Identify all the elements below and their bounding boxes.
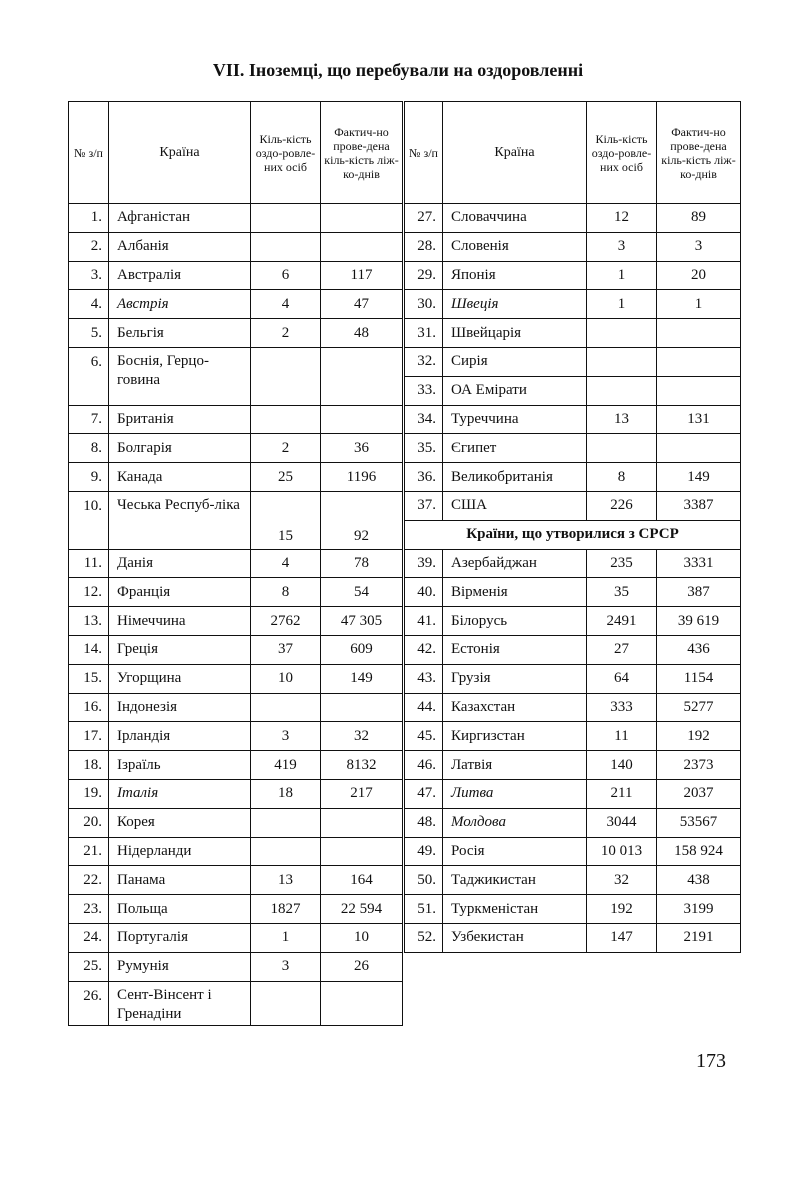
country-name: Туркменістан	[443, 895, 587, 924]
days-cell	[321, 808, 403, 837]
days-cell: 3387	[657, 491, 741, 520]
days-cell: 3	[657, 232, 741, 261]
table-row	[69, 319, 403, 348]
table-row	[69, 808, 403, 837]
days-cell	[321, 981, 403, 1025]
right-table	[404, 101, 741, 953]
table-row	[69, 261, 403, 290]
count-cell: 64	[587, 664, 657, 693]
row-number: 30.	[405, 290, 443, 319]
days-cell: 53567	[657, 808, 741, 837]
days-cell: 149	[321, 664, 403, 693]
row-number: 14.	[69, 635, 109, 664]
table-row	[405, 347, 741, 376]
row-number: 29.	[405, 261, 443, 290]
row-number: 51.	[405, 895, 443, 924]
days-cell	[321, 232, 403, 261]
table-row	[69, 434, 403, 463]
table-row	[405, 405, 741, 434]
days-cell	[321, 405, 403, 434]
left-table-body	[69, 204, 403, 1026]
table-row	[405, 491, 741, 520]
country-name: Швеція	[443, 290, 587, 319]
count-cell: 211	[587, 779, 657, 808]
row-number: 46.	[405, 751, 443, 780]
section-title: Країни, що утворилися з СРСР	[405, 520, 741, 549]
country-name: Сирія	[443, 347, 587, 376]
country-name: Сент-Вінсент і Гренадіни	[109, 981, 251, 1025]
days-cell: 164	[321, 866, 403, 895]
table-row	[405, 232, 741, 261]
table-row	[69, 347, 403, 405]
row-number: 7.	[69, 405, 109, 434]
row-number: 19.	[69, 779, 109, 808]
days-cell	[321, 204, 403, 233]
country-name: Австралія	[109, 261, 251, 290]
country-name: Росія	[443, 837, 587, 866]
count-cell: 192	[587, 895, 657, 924]
row-number: 35.	[405, 434, 443, 463]
table-row	[405, 895, 741, 924]
country-name: Нідерланди	[109, 837, 251, 866]
days-cell	[657, 347, 741, 376]
row-number: 45.	[405, 722, 443, 751]
row-number: 36.	[405, 463, 443, 492]
count-cell: 4	[251, 290, 321, 319]
days-cell: 1154	[657, 664, 741, 693]
days-cell: 2373	[657, 751, 741, 780]
count-cell: 15	[251, 491, 321, 549]
table-row	[405, 866, 741, 895]
row-number: 23.	[69, 895, 109, 924]
row-number: 41.	[405, 607, 443, 636]
country-header: Країна	[109, 102, 251, 204]
country-name: Бельгія	[109, 319, 251, 348]
country-name: Ізраїль	[109, 751, 251, 780]
days-cell: 192	[657, 722, 741, 751]
count-cell	[251, 808, 321, 837]
days-header: Фактич-но прове-дена кіль-кість ліж-ко-днів	[657, 102, 741, 204]
row-number: 15.	[69, 664, 109, 693]
row-number: 10.	[69, 491, 109, 549]
row-number: 52.	[405, 923, 443, 952]
count-cell	[251, 232, 321, 261]
row-number: 26.	[69, 981, 109, 1025]
days-cell: 2037	[657, 779, 741, 808]
days-cell: 438	[657, 866, 741, 895]
table-row	[405, 204, 741, 233]
count-cell: 3044	[587, 808, 657, 837]
table-row	[69, 232, 403, 261]
row-number: 42.	[405, 635, 443, 664]
count-cell	[251, 405, 321, 434]
count-cell: 37	[251, 635, 321, 664]
left-table	[68, 101, 403, 1026]
table-row	[69, 578, 403, 607]
count-cell: 1	[251, 923, 321, 952]
count-cell: 3	[251, 952, 321, 981]
days-cell	[657, 376, 741, 405]
country-name: Єгипет	[443, 434, 587, 463]
country-name: Румунія	[109, 952, 251, 981]
num-header: № з/п	[69, 102, 109, 204]
num-header: № з/п	[405, 102, 443, 204]
row-number: 16.	[69, 693, 109, 722]
table-row	[69, 635, 403, 664]
table-row	[405, 635, 741, 664]
row-number: 20.	[69, 808, 109, 837]
table-row	[405, 376, 741, 405]
country-name: Індонезія	[109, 693, 251, 722]
row-number: 34.	[405, 405, 443, 434]
count-cell: 8	[251, 578, 321, 607]
table-row	[405, 261, 741, 290]
table-row	[405, 434, 741, 463]
count-cell	[587, 376, 657, 405]
days-cell: 8132	[321, 751, 403, 780]
table-row	[405, 779, 741, 808]
row-number: 27.	[405, 204, 443, 233]
table-row	[405, 722, 741, 751]
table-row	[69, 779, 403, 808]
row-number: 13.	[69, 607, 109, 636]
country-name: Корея	[109, 808, 251, 837]
page-number: 173	[696, 1050, 726, 1072]
count-cell	[251, 981, 321, 1025]
table-row	[405, 463, 741, 492]
country-name: Ірландія	[109, 722, 251, 751]
table-row	[69, 290, 403, 319]
row-number: 22.	[69, 866, 109, 895]
count-cell	[587, 347, 657, 376]
days-cell: 22 594	[321, 895, 403, 924]
row-number: 49.	[405, 837, 443, 866]
row-number: 32.	[405, 347, 443, 376]
country-name: Панама	[109, 866, 251, 895]
count-cell: 2	[251, 434, 321, 463]
count-cell: 333	[587, 693, 657, 722]
table-row	[405, 693, 741, 722]
days-cell	[657, 319, 741, 348]
count-cell: 8	[587, 463, 657, 492]
table-row	[405, 290, 741, 319]
row-number: 6.	[69, 347, 109, 405]
days-cell: 609	[321, 635, 403, 664]
days-cell: 1196	[321, 463, 403, 492]
count-header: Кіль-кість оздо-ровле-них осіб	[251, 102, 321, 204]
table-row	[69, 923, 403, 952]
country-name: Естонія	[443, 635, 587, 664]
days-cell	[321, 837, 403, 866]
count-cell: 25	[251, 463, 321, 492]
count-cell: 2762	[251, 607, 321, 636]
count-cell: 3	[251, 722, 321, 751]
count-cell: 226	[587, 491, 657, 520]
row-number: 40.	[405, 578, 443, 607]
count-cell	[251, 693, 321, 722]
country-name: Франція	[109, 578, 251, 607]
country-name: Вірменія	[443, 578, 587, 607]
table-row	[405, 578, 741, 607]
country-name: Британія	[109, 405, 251, 434]
row-number: 44.	[405, 693, 443, 722]
count-cell: 2	[251, 319, 321, 348]
count-cell: 2491	[587, 607, 657, 636]
count-cell: 3	[587, 232, 657, 261]
row-number: 18.	[69, 751, 109, 780]
days-cell: 20	[657, 261, 741, 290]
table-row	[405, 923, 741, 952]
count-cell: 12	[587, 204, 657, 233]
row-number: 37.	[405, 491, 443, 520]
days-cell: 149	[657, 463, 741, 492]
country-name: ОА Емірати	[443, 376, 587, 405]
days-cell	[657, 434, 741, 463]
country-name: Польща	[109, 895, 251, 924]
row-number: 12.	[69, 578, 109, 607]
count-cell: 35	[587, 578, 657, 607]
days-cell: 32	[321, 722, 403, 751]
days-cell: 26	[321, 952, 403, 981]
days-cell: 47	[321, 290, 403, 319]
country-name: Канада	[109, 463, 251, 492]
count-cell: 11	[587, 722, 657, 751]
row-number: 3.	[69, 261, 109, 290]
country-name: Німеччина	[109, 607, 251, 636]
count-cell: 10 013	[587, 837, 657, 866]
days-cell: 3331	[657, 549, 741, 578]
country-name: Великобританія	[443, 463, 587, 492]
section-row	[405, 520, 741, 549]
row-number: 24.	[69, 923, 109, 952]
days-cell: 78	[321, 549, 403, 578]
country-name: Португалія	[109, 923, 251, 952]
table-row	[405, 549, 741, 578]
count-cell: 6	[251, 261, 321, 290]
count-header: Кіль-кість оздо-ровле-них осіб	[587, 102, 657, 204]
days-cell: 387	[657, 578, 741, 607]
table-row	[69, 952, 403, 981]
row-number: 28.	[405, 232, 443, 261]
count-cell: 140	[587, 751, 657, 780]
days-cell: 131	[657, 405, 741, 434]
country-name: Азербайджан	[443, 549, 587, 578]
table-row	[69, 491, 403, 549]
table-row	[69, 981, 403, 1025]
days-cell: 1	[657, 290, 741, 319]
count-cell: 27	[587, 635, 657, 664]
row-number: 48.	[405, 808, 443, 837]
country-name: Узбекистан	[443, 923, 587, 952]
table-row	[69, 751, 403, 780]
country-name: Болгарія	[109, 434, 251, 463]
count-cell: 419	[251, 751, 321, 780]
country-name: Казахстан	[443, 693, 587, 722]
count-cell: 4	[251, 549, 321, 578]
count-cell	[587, 319, 657, 348]
count-cell: 1827	[251, 895, 321, 924]
row-number: 9.	[69, 463, 109, 492]
table-row	[69, 664, 403, 693]
country-name: Таджикистан	[443, 866, 587, 895]
page-title: VII. Іноземці, що перебували на оздоровленні	[212, 60, 584, 80]
days-cell: 3199	[657, 895, 741, 924]
country-name: Грузія	[443, 664, 587, 693]
country-name: Італія	[109, 779, 251, 808]
count-cell: 13	[587, 405, 657, 434]
row-number: 31.	[405, 319, 443, 348]
country-name: Латвія	[443, 751, 587, 780]
country-name: Афганістан	[109, 204, 251, 233]
table-row	[69, 722, 403, 751]
table-row	[69, 866, 403, 895]
country-name: Данія	[109, 549, 251, 578]
right-table-body	[405, 204, 741, 953]
row-number: 33.	[405, 376, 443, 405]
count-cell: 1	[587, 261, 657, 290]
table-row	[69, 607, 403, 636]
row-number: 1.	[69, 204, 109, 233]
country-name: Швейцарія	[443, 319, 587, 348]
row-number: 11.	[69, 549, 109, 578]
row-number: 21.	[69, 837, 109, 866]
days-cell: 39 619	[657, 607, 741, 636]
days-cell: 47 305	[321, 607, 403, 636]
row-number: 50.	[405, 866, 443, 895]
table-row	[405, 808, 741, 837]
row-number: 17.	[69, 722, 109, 751]
count-cell: 1	[587, 290, 657, 319]
days-cell: 117	[321, 261, 403, 290]
table-row	[405, 837, 741, 866]
country-name: Боснія, Герцо-говина	[109, 347, 251, 405]
table-row	[69, 693, 403, 722]
table-row	[405, 664, 741, 693]
country-name: Греція	[109, 635, 251, 664]
count-cell	[251, 204, 321, 233]
row-number: 47.	[405, 779, 443, 808]
days-header: Фактич-но прове-дена кіль-кість ліж-ко-днів	[321, 102, 403, 204]
count-cell: 18	[251, 779, 321, 808]
count-cell: 32	[587, 866, 657, 895]
count-cell: 13	[251, 866, 321, 895]
count-cell	[251, 347, 321, 405]
country-name: Молдова	[443, 808, 587, 837]
days-cell: 54	[321, 578, 403, 607]
count-cell: 235	[587, 549, 657, 578]
country-name: Албанія	[109, 232, 251, 261]
days-cell: 158 924	[657, 837, 741, 866]
country-name: Киргизстан	[443, 722, 587, 751]
count-cell	[251, 837, 321, 866]
row-number: 39.	[405, 549, 443, 578]
table-row	[405, 607, 741, 636]
country-name: Туреччина	[443, 405, 587, 434]
table-row	[405, 751, 741, 780]
country-name: Словаччина	[443, 204, 587, 233]
row-number: 4.	[69, 290, 109, 319]
table-row	[69, 895, 403, 924]
country-name: Литва	[443, 779, 587, 808]
row-number: 25.	[69, 952, 109, 981]
days-cell: 436	[657, 635, 741, 664]
country-name: Японія	[443, 261, 587, 290]
table-row	[69, 405, 403, 434]
days-cell: 217	[321, 779, 403, 808]
row-number: 8.	[69, 434, 109, 463]
table-row	[405, 319, 741, 348]
days-cell: 36	[321, 434, 403, 463]
days-cell: 48	[321, 319, 403, 348]
days-cell	[321, 347, 403, 405]
days-cell	[321, 693, 403, 722]
days-cell: 89	[657, 204, 741, 233]
days-cell: 92	[321, 491, 403, 549]
days-cell: 10	[321, 923, 403, 952]
table-row	[69, 549, 403, 578]
country-name: Білорусь	[443, 607, 587, 636]
count-cell: 147	[587, 923, 657, 952]
table-row	[69, 463, 403, 492]
country-header: Країна	[443, 102, 587, 204]
country-name: США	[443, 491, 587, 520]
country-name: Угорщина	[109, 664, 251, 693]
table-row	[69, 837, 403, 866]
row-number: 43.	[405, 664, 443, 693]
count-cell: 10	[251, 664, 321, 693]
count-cell	[587, 434, 657, 463]
table-row	[69, 204, 403, 233]
country-name: Чеська Респуб-ліка	[109, 491, 251, 549]
days-cell: 2191	[657, 923, 741, 952]
days-cell: 5277	[657, 693, 741, 722]
country-name: Словенія	[443, 232, 587, 261]
country-name: Австрія	[109, 290, 251, 319]
row-number: 2.	[69, 232, 109, 261]
row-number: 5.	[69, 319, 109, 348]
